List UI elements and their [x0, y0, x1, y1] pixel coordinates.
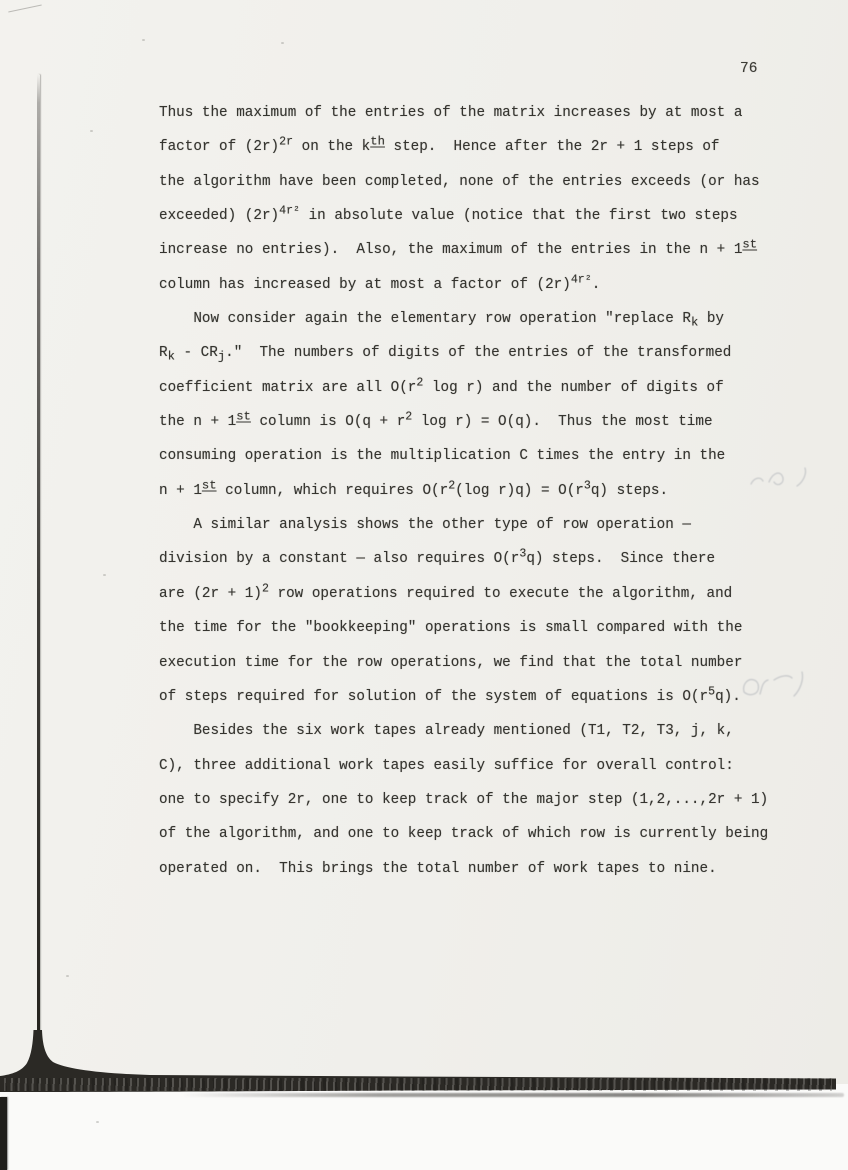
text-run: log r) = O(q). Thus the most time [412, 414, 713, 431]
text-run: increase no entries). Also, the maximum of the entries in the n + 1 [159, 242, 743, 259]
text-line [159, 474, 768, 508]
text-run: one to specify 2r, one to keep track of the major step (1,2,...,2r + 1) [159, 791, 769, 808]
text-run: q) steps. Since there [526, 551, 716, 568]
text-run: q). [715, 688, 741, 705]
text-line [159, 268, 768, 302]
text-run: step. Hence after the 2r + 1 steps of [384, 139, 720, 156]
text-run: A similar analysis shows the other type of row operation — [159, 517, 691, 534]
superscript: 2 [405, 410, 413, 424]
superscript: 4r² [570, 273, 592, 287]
text-run: operated on. This brings the total number of work tapes to nine. [159, 860, 717, 877]
dust-speck [90, 130, 93, 132]
text-line [159, 749, 768, 783]
superscript: 4r² [279, 204, 300, 218]
text-line [159, 96, 768, 130]
text-run: in absolute value (notice that the first two steps [300, 208, 738, 225]
faint-pencil-mark [736, 662, 831, 712]
text-line [159, 439, 768, 473]
text-line [159, 646, 768, 680]
page-number: 76 [740, 61, 758, 77]
dust-speck [66, 975, 69, 977]
text-run: ." The numbers of digits of the entries of the transformed [225, 345, 732, 362]
superscript: 3 [519, 547, 527, 561]
text-run: by [698, 311, 725, 328]
text-run: Now consider again the elementary row operation "replace R [159, 311, 691, 328]
text-run: exceeded) (2r) [159, 208, 280, 225]
text-line [159, 817, 768, 851]
text-run: R [159, 345, 168, 362]
dust-speck [142, 39, 145, 41]
text-run: Thus the maximum of the entries of the matrix increases by at most a [159, 105, 743, 121]
superscript: 2r [279, 135, 294, 149]
underlined-superscript: st [236, 409, 251, 424]
text-run: n + 1 [159, 482, 202, 499]
text-line [159, 233, 768, 267]
text-run: factor of (2r) [159, 139, 280, 156]
text-run: . [591, 276, 601, 293]
text-run: the n + 1 [159, 414, 237, 431]
text-line [159, 508, 768, 542]
typewritten-text [159, 96, 768, 886]
text-run: q) steps. [590, 482, 669, 499]
superscript: 3 [583, 479, 591, 493]
text-run: C), three additional work tapes easily suffice for overall control: [159, 757, 734, 774]
underlined-superscript: st [201, 478, 217, 493]
text-line [159, 302, 768, 336]
text-line [159, 680, 768, 714]
text-run: column, which requires O(r [216, 482, 449, 499]
binding-shadow-line [37, 74, 40, 1036]
text-line [159, 336, 768, 370]
dust-speck [281, 42, 284, 44]
text-line [159, 405, 768, 439]
text-run: on the k [293, 139, 371, 156]
subscript: j [217, 349, 226, 364]
text-run: (log r)q) = O(r [455, 482, 584, 499]
superscript: 2 [416, 376, 424, 390]
superscript: 5 [708, 685, 716, 699]
faint-pencil-mark [745, 456, 817, 498]
text-run: execution time for the row operations, we find that the total number [159, 654, 743, 671]
text-run: column is O(q + r [250, 414, 406, 431]
dust-speck [103, 574, 106, 576]
subscript: k [690, 315, 699, 330]
text-line [159, 130, 768, 164]
text-line [159, 783, 768, 817]
band-grain-texture [4, 1078, 832, 1091]
superscript: 2 [261, 582, 269, 596]
text-line [159, 165, 768, 199]
text-line [159, 852, 768, 886]
text-run: coefficient matrix are all O(r [159, 379, 417, 396]
text-line [159, 577, 768, 611]
text-line [159, 714, 768, 748]
text-line [159, 542, 768, 576]
text-run: of steps required for solution of the system of equations is O(r [159, 688, 709, 705]
text-run: - CR [174, 345, 218, 362]
text-run: the time for the "bookkeeping" operations is small compared with the [159, 620, 743, 637]
text-line [159, 199, 768, 233]
text-run: of the algorithm, and one to keep track of which row is currently being [159, 826, 769, 843]
subscript: k [167, 349, 175, 364]
superscript: 2 [448, 479, 456, 493]
dust-speck [96, 1121, 99, 1123]
text-run: row operations required to execute the algorithm, and [268, 585, 733, 602]
band-drop-shadow [180, 1093, 844, 1097]
text-run: Besides the six work tapes already mentioned (T1, T2, T3, j, k, [159, 723, 734, 740]
text-run: are (2r + 1) [159, 585, 262, 602]
text-run: column has increased by at most a factor of (2r) [159, 276, 571, 293]
text-line [159, 611, 768, 645]
text-run: consuming operation is the multiplication C times the entry in the [159, 448, 726, 465]
text-run: the algorithm have been completed, none of the entries exceeds (or has [159, 173, 760, 190]
underlined-superscript: th [370, 134, 385, 149]
text-run: log r) and the number of digits of [423, 379, 724, 396]
text-run: division by a constant — also requires O(r [159, 551, 520, 568]
underlying-page-dark-strip [0, 1097, 7, 1170]
underlined-superscript: st [742, 237, 758, 252]
